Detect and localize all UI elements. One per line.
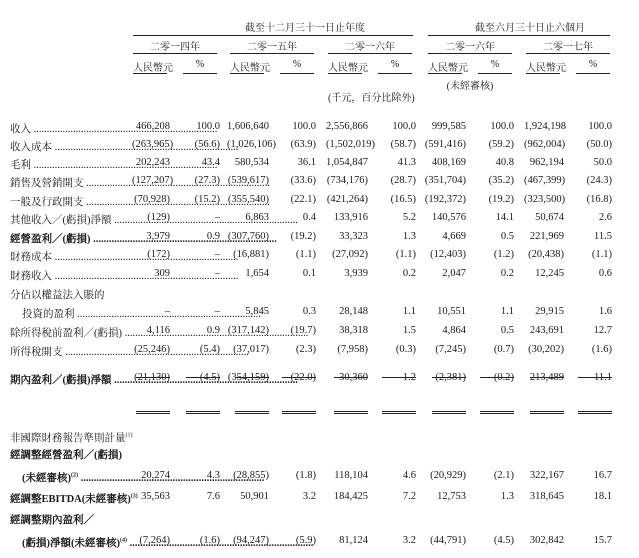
amount-cell: (1,026,106)	[227, 139, 276, 150]
row-label-text: 一般及行政開支	[10, 197, 84, 208]
amount-cell: 30,360	[339, 372, 368, 383]
total-double-rule	[186, 411, 220, 416]
percent-cell: –	[214, 212, 220, 223]
amount-cell: (21,130)	[134, 372, 170, 383]
amount-cell: (7,958)	[337, 344, 368, 355]
percent-cell: (63.9)	[290, 139, 316, 150]
amount-cell: 33,323	[339, 231, 368, 242]
amount-cell: (734,176)	[326, 175, 368, 186]
total-double-rule	[578, 411, 612, 416]
amount-cell: 318,645	[529, 491, 564, 502]
amount-cell: (307,760)	[227, 231, 269, 242]
amount-cell: (94,247)	[233, 535, 269, 546]
table-row	[0, 231, 639, 249]
total-double-rule	[530, 411, 564, 416]
amount-cell: 3,979	[146, 231, 170, 242]
unit-rmb-header: 人民幣元	[133, 63, 173, 74]
amount-cell: (37,017)	[233, 344, 269, 355]
amount-cell: 5,845	[245, 306, 269, 317]
percent-cell: 1.5	[402, 325, 416, 336]
table-row	[0, 212, 639, 230]
row-label	[10, 249, 120, 264]
amount-cell: 999,585	[431, 121, 466, 132]
year-rule-2017-6m	[526, 53, 610, 54]
subtotal-rule	[480, 377, 514, 378]
percent-cell: 43.4	[201, 157, 220, 168]
percent-cell: 0.6	[598, 268, 612, 279]
amount-cell: (317,142)	[227, 325, 269, 336]
row-label-text: 經調整期內盈利／	[10, 515, 94, 526]
unit-rmb-header: 人民幣元	[328, 63, 368, 74]
amount-cell: (591,416)	[424, 139, 466, 150]
amount-cell: 133,916	[333, 212, 368, 223]
percent-cell: 18.1	[593, 491, 612, 502]
row-label	[10, 121, 120, 136]
row-label	[10, 175, 120, 190]
row-label-text: 經調整經營盈利／(虧損)	[10, 450, 122, 461]
amount-cell: (323,500)	[524, 194, 566, 205]
row-label-text: 所得稅開支	[10, 347, 63, 358]
amount-cell: (28,855)	[233, 470, 269, 481]
amount-cell: 12,753	[437, 491, 466, 502]
row-label-text: 毛利	[10, 160, 31, 171]
percent-cell: (35.2)	[488, 175, 514, 186]
percent-cell: (4.5)	[493, 535, 514, 546]
amount-cell: (962,004)	[524, 139, 566, 150]
row-label-text: 分佔以權益法入賬的	[10, 290, 105, 301]
amount-cell: (351,704)	[424, 175, 466, 186]
amount-cell: 1,054,847	[326, 157, 368, 168]
amount-cell: 580,534	[234, 157, 269, 168]
percent-cell: (0.2)	[493, 372, 514, 383]
row-label	[10, 268, 120, 283]
year-rule-2014	[133, 53, 217, 54]
percent-cell: (2.1)	[493, 470, 514, 481]
table-row	[0, 194, 639, 212]
table-row	[0, 139, 639, 157]
amount-cell: (539,617)	[227, 175, 269, 186]
subtotal-rule	[432, 377, 466, 378]
percent-cell: (5.4)	[199, 344, 220, 355]
year-header-2017-6m: 二零一七年	[543, 42, 593, 53]
row-label	[10, 372, 120, 387]
amount-cell: 20,274	[141, 470, 170, 481]
amount-cell: (127,207)	[132, 175, 174, 186]
percent-cell: 0.4	[302, 212, 316, 223]
row-label-text: 除所得稅前盈利／(虧損)	[10, 328, 122, 339]
percent-cell: 0.5	[500, 325, 514, 336]
percent-cell: 11.5	[594, 231, 612, 242]
year-rule-2016-6m	[428, 53, 512, 54]
total-double-rule	[382, 411, 416, 416]
row-label	[22, 306, 120, 321]
percent-cell: (5.9)	[295, 535, 316, 546]
amount-cell: (27,092)	[332, 249, 368, 260]
unit-rule	[428, 73, 462, 74]
year-rule-2016	[328, 53, 412, 54]
percent-cell: (1.1)	[591, 249, 612, 260]
percent-cell: (0.7)	[493, 344, 514, 355]
subtotal-rule	[382, 377, 416, 378]
percent-cell: –	[214, 268, 220, 279]
amount-cell: (263,965)	[132, 139, 174, 150]
percent-cell: 1.2	[402, 372, 416, 383]
amount-cell: 1,924,198	[524, 121, 566, 132]
footnote-marker: (3)	[130, 493, 138, 500]
row-label-text: 財務收入	[10, 271, 52, 282]
amount-cell: (30,202)	[528, 344, 564, 355]
amount-cell: 466,208	[135, 121, 170, 132]
row-label	[22, 470, 120, 485]
percent-cell: 3.2	[402, 535, 416, 546]
percent-cell: 14.1	[495, 212, 514, 223]
amount-cell: (129)	[147, 212, 170, 223]
amount-cell: 1,606,640	[227, 121, 269, 132]
subtotal-rule	[186, 377, 220, 378]
amount-cell: (7,245)	[435, 344, 466, 355]
unit-rule	[378, 73, 412, 74]
row-label-text: 財務成本	[10, 252, 52, 263]
percent-cell: 50.0	[593, 157, 612, 168]
subtotal-rule	[282, 377, 316, 378]
amount-cell: 118,104	[334, 470, 368, 481]
table-row	[0, 372, 639, 390]
percent-cell: (1.6)	[591, 344, 612, 355]
amount-cell: (7,264)	[139, 535, 170, 546]
unit-pct-header: %	[195, 59, 205, 70]
percent-cell: 1.1	[402, 306, 416, 317]
percent-cell: (22.0)	[290, 372, 316, 383]
total-double-rule	[235, 411, 269, 416]
percent-cell: 16.7	[593, 470, 612, 481]
subtotal-rule	[136, 377, 170, 378]
table-row	[0, 447, 639, 465]
amount-cell: 140,576	[431, 212, 466, 223]
year-header-2016: 二零一六年	[345, 42, 395, 53]
row-label-text: 銷售及營銷開支	[10, 178, 84, 189]
amount-cell: (354,159)	[227, 372, 269, 383]
amount-cell: (2,381)	[435, 372, 466, 383]
amount-cell: (70,928)	[134, 194, 170, 205]
amount-cell: 213,489	[529, 372, 564, 383]
table-row	[0, 175, 639, 193]
percent-cell: 100.0	[196, 121, 220, 132]
amount-cell: 4,864	[442, 325, 466, 336]
row-label-text: 經調整EBITDA(未經審核)	[10, 494, 131, 505]
year-header-2014: 二零一四年	[150, 42, 200, 53]
row-label	[10, 325, 120, 340]
percent-cell: (4.5)	[199, 372, 220, 383]
row-label-text: 期內盈利／(虧損)淨額	[10, 375, 112, 386]
unit-rule	[328, 73, 362, 74]
amount-cell: 322,167	[529, 470, 564, 481]
amount-cell: 50,674	[535, 212, 564, 223]
year-rule-2015	[230, 53, 314, 54]
percent-cell: 0.3	[302, 306, 316, 317]
percent-cell: 1.3	[402, 231, 416, 242]
amount-cell: (172)	[147, 249, 170, 260]
total-double-rule	[282, 411, 316, 416]
unit-rmb-header: 人民幣元	[428, 63, 468, 74]
amount-cell: 35,563	[141, 491, 170, 502]
percent-cell: (27.3)	[194, 175, 220, 186]
percent-cell: 5.2	[402, 212, 416, 223]
row-label	[22, 535, 127, 550]
percent-cell: (19.7)	[290, 325, 316, 336]
percent-cell: (56.6)	[194, 139, 220, 150]
amount-cell: 243,691	[529, 325, 564, 336]
amount-cell: 184,425	[333, 491, 368, 502]
percent-cell: 100.0	[392, 121, 416, 132]
table-row	[0, 470, 639, 488]
row-label-text: (未經審核)	[22, 473, 71, 484]
percent-cell: (1.1)	[295, 249, 316, 260]
row-label	[10, 287, 105, 302]
table-row	[0, 157, 639, 175]
amount-cell: 12,245	[535, 268, 564, 279]
amount-cell: 81,124	[339, 535, 368, 546]
percent-cell: (24.3)	[586, 175, 612, 186]
amount-cell: (20,929)	[430, 470, 466, 481]
row-label	[10, 430, 133, 445]
percent-cell: (16.8)	[586, 194, 612, 205]
amount-cell: 3,939	[344, 268, 368, 279]
period-fy-header: 截至十二月三十一日止年度	[245, 23, 365, 34]
unit-rule	[526, 73, 560, 74]
percent-cell: 1.3	[500, 491, 514, 502]
period-6m-header: 截至六月三十日止六個月	[475, 23, 585, 34]
subtotal-rule	[578, 377, 612, 378]
percent-cell: (22.1)	[290, 194, 316, 205]
row-label	[10, 157, 120, 172]
row-label	[10, 212, 120, 227]
percent-cell: (50.0)	[586, 139, 612, 150]
percent-cell: (1.2)	[493, 249, 514, 260]
amount-cell: 10,551	[437, 306, 466, 317]
percent-cell: 100.0	[292, 121, 316, 132]
amount-cell: (1,502,019)	[326, 139, 375, 150]
percent-cell: (1.6)	[199, 535, 220, 546]
amount-cell: 2,047	[442, 268, 466, 279]
amount-cell: 408,169	[431, 157, 466, 168]
amount-cell: (16,881)	[233, 249, 269, 260]
amount-cell: 962,194	[529, 157, 564, 168]
amount-cell: 4,669	[442, 231, 466, 242]
table-row	[0, 430, 639, 448]
row-label-text: 非國際財務報告準則計量	[10, 433, 126, 444]
year-header-2016-6m: 二零一六年	[445, 42, 495, 53]
percent-cell: 100.0	[490, 121, 514, 132]
row-label-text: 投資的盈利	[22, 309, 75, 320]
row-label	[10, 491, 138, 506]
row-label	[10, 231, 120, 246]
row-label	[10, 344, 120, 359]
table-row	[0, 491, 639, 509]
percent-cell: (28.7)	[390, 175, 416, 186]
subtotal-rule	[530, 377, 564, 378]
unit-rule	[230, 73, 264, 74]
unit-pct-header: %	[588, 59, 598, 70]
percent-cell: 11.1	[594, 372, 612, 383]
table-row	[0, 512, 639, 530]
percent-cell: 1.6	[598, 306, 612, 317]
percent-cell: 40.8	[495, 157, 514, 168]
table-row	[0, 325, 639, 343]
unit-rule	[183, 73, 217, 74]
amount-cell: 50,901	[240, 491, 269, 502]
amount-cell: 29,915	[535, 306, 564, 317]
row-label	[10, 194, 120, 209]
table-row	[0, 121, 639, 139]
percent-cell: 0.9	[206, 325, 220, 336]
unit-pct-header: %	[490, 59, 500, 70]
amount-cell: 28,148	[339, 306, 368, 317]
row-label-text: 經營盈利／(虧損)	[10, 234, 91, 245]
amount-cell: (25,246)	[134, 344, 170, 355]
percent-cell: (58.7)	[390, 139, 416, 150]
row-label-text: 收入	[10, 124, 31, 135]
unit-rule	[576, 73, 610, 74]
total-double-rule	[432, 411, 466, 416]
table-row	[0, 344, 639, 362]
amount-cell: 309	[154, 268, 170, 279]
amount-cell: (467,399)	[524, 175, 566, 186]
percent-cell: 41.3	[397, 157, 416, 168]
percent-cell: (33.6)	[290, 175, 316, 186]
percent-cell: (2.3)	[295, 344, 316, 355]
percent-cell: 0.2	[500, 268, 514, 279]
total-double-rule	[136, 411, 170, 416]
percent-cell: –	[214, 249, 220, 260]
percent-cell: (19.2)	[290, 231, 316, 242]
subtotal-rule	[334, 377, 368, 378]
amount-cell: (355,540)	[227, 194, 269, 205]
percent-cell: 15.7	[593, 535, 612, 546]
unit-rule	[280, 73, 314, 74]
amount-cell: 6,863	[245, 212, 269, 223]
amount-cell: 2,556,866	[326, 121, 368, 132]
amount-cell: 302,842	[529, 535, 564, 546]
percent-cell: 1.1	[500, 306, 514, 317]
row-label-text: (虧損)淨額(未經審核)	[22, 538, 120, 549]
footnote-marker: (2)	[71, 472, 78, 479]
row-label	[10, 447, 122, 462]
total-double-rule	[480, 411, 514, 416]
table-row	[0, 535, 639, 553]
percent-cell: 0.2	[402, 268, 416, 279]
percent-cell: 3.2	[302, 491, 316, 502]
amount-cell: (192,372)	[424, 194, 466, 205]
percent-cell: 0.1	[302, 268, 316, 279]
percent-cell: 7.6	[206, 491, 220, 502]
unit-rmb-header: 人民幣元	[230, 63, 270, 74]
percent-cell: 2.6	[598, 212, 612, 223]
unit-pct-header: %	[292, 59, 302, 70]
footnote-marker: (4)	[120, 537, 127, 544]
table-row	[0, 287, 639, 305]
percent-cell: (19.2)	[488, 194, 514, 205]
unit-rule	[133, 73, 167, 74]
percent-cell: 36.1	[297, 157, 316, 168]
amount-cell: (44,791)	[430, 535, 466, 546]
percent-cell: 0.9	[206, 231, 220, 242]
table-row	[0, 249, 639, 267]
amount-cell: 221,969	[529, 231, 564, 242]
row-label-text: 其他收入／(虧損)淨額	[10, 215, 112, 226]
percent-cell: 7.2	[402, 491, 416, 502]
amount-cell: –	[164, 306, 170, 317]
percent-cell: 100.0	[588, 121, 612, 132]
unaudited-note: (未經審核)	[446, 81, 494, 92]
amount-cell: (421,264)	[326, 194, 368, 205]
percent-cell: 12.7	[593, 325, 612, 336]
unit-pct-header: %	[390, 59, 400, 70]
percent-cell: (1.8)	[295, 470, 316, 481]
amount-cell: (20,438)	[528, 249, 564, 260]
percent-cell: (59.2)	[488, 139, 514, 150]
total-double-rule	[334, 411, 368, 416]
row-label	[10, 139, 120, 154]
unit-rmb-header: 人民幣元	[526, 63, 566, 74]
footnote-marker: (1)	[125, 432, 133, 439]
amount-cell: (12,403)	[430, 249, 466, 260]
amount-cell: 202,243	[135, 157, 170, 168]
period-6m-rule	[428, 35, 610, 36]
percent-cell: 4.3	[206, 470, 220, 481]
unit-rule	[478, 73, 512, 74]
percent-cell: (1.1)	[395, 249, 416, 260]
percent-cell: 0.5	[500, 231, 514, 242]
amount-cell: 4,116	[146, 325, 170, 336]
table-row	[0, 306, 639, 324]
row-label	[10, 512, 94, 527]
percent-cell: (16.5)	[390, 194, 416, 205]
percent-cell: 4.6	[402, 470, 416, 481]
percent-cell: (0.3)	[395, 344, 416, 355]
percent-cell: –	[214, 306, 220, 317]
thousands-note: (千元，百分比除外)	[328, 93, 415, 104]
subtotal-rule	[235, 377, 269, 378]
table-row	[0, 268, 639, 286]
year-header-2015: 二零一五年	[247, 42, 297, 53]
percent-cell: (15.2)	[194, 194, 220, 205]
period-fy-rule	[133, 35, 413, 36]
amount-cell: 38,318	[339, 325, 368, 336]
row-label-text: 收入成本	[10, 142, 52, 153]
amount-cell: 1,654	[245, 268, 269, 279]
